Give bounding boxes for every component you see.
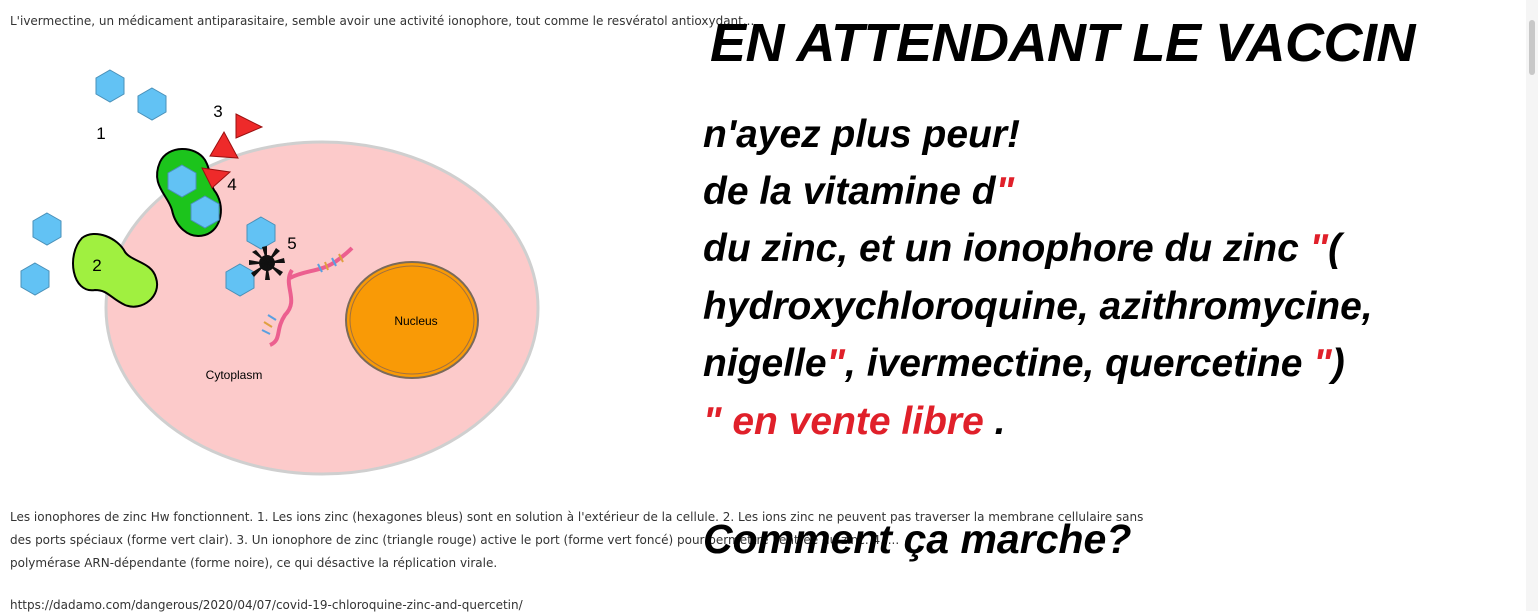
headline-line-4: hydroxychloroquine, azithromycine, [703, 285, 1373, 328]
label-3: 3 [213, 102, 223, 121]
caption-line-3: polymérase ARN-dépendante (forme noire), ce qui désactive la réplication virale. [10, 556, 498, 570]
label-1: 1 [96, 124, 106, 143]
cytoplasm-label: Cytoplasm [205, 368, 263, 382]
label-2: 2 [92, 256, 102, 275]
top-caption: L'ivermectine, un médicament antiparasitaire, semble avoir une activité ionophore, tout comme le resvératol antioxydant... [10, 14, 755, 28]
scrollbar-thumb[interactable] [1529, 20, 1535, 75]
headline-line-3: du zinc, et un ionophore du zinc "( [703, 227, 1342, 270]
how-it-works-heading: Comment ça marche? [703, 516, 1132, 562]
headline-line-6: " en vente libre . [703, 400, 1006, 443]
label-5: 5 [287, 234, 297, 253]
scrollbar[interactable] [1526, 0, 1538, 611]
rna-polymerase [249, 246, 285, 280]
caption-line-2: des ports spéciaux (forme vert clair). 3. Un ionophore de zinc (triangle rouge) active le port (forme vert foncé) pour permettre l'entrée du zinc. 4. ... [10, 533, 900, 547]
main-title: EN ATTENDANT LE VACCIN [710, 13, 1415, 73]
zinc-ionophore-diagram [0, 40, 600, 490]
label-4: 4 [227, 175, 237, 194]
nucleus-label: Nucleus [394, 314, 438, 328]
headline-line-1: n'ayez plus peur! [703, 113, 1021, 156]
headline-line-5: nigelle", ivermectine, quercetine ") [703, 342, 1345, 385]
headline-line-2: de la vitamine d" [703, 170, 1015, 213]
caption-line-1: Les ionophores de zinc Hw fonctionnent. 1. Les ions zinc (hexagones bleus) sont en solution à l'extérieur de la cellule. 2. Les ions zinc ne peuvent pas traverser la membrane cellulaire sans [10, 510, 1144, 524]
source-url-link[interactable]: https://dadamo.com/dangerous/2020/04/07/covid-19-chloroquine-zinc-and-quercetin/ [10, 598, 523, 612]
